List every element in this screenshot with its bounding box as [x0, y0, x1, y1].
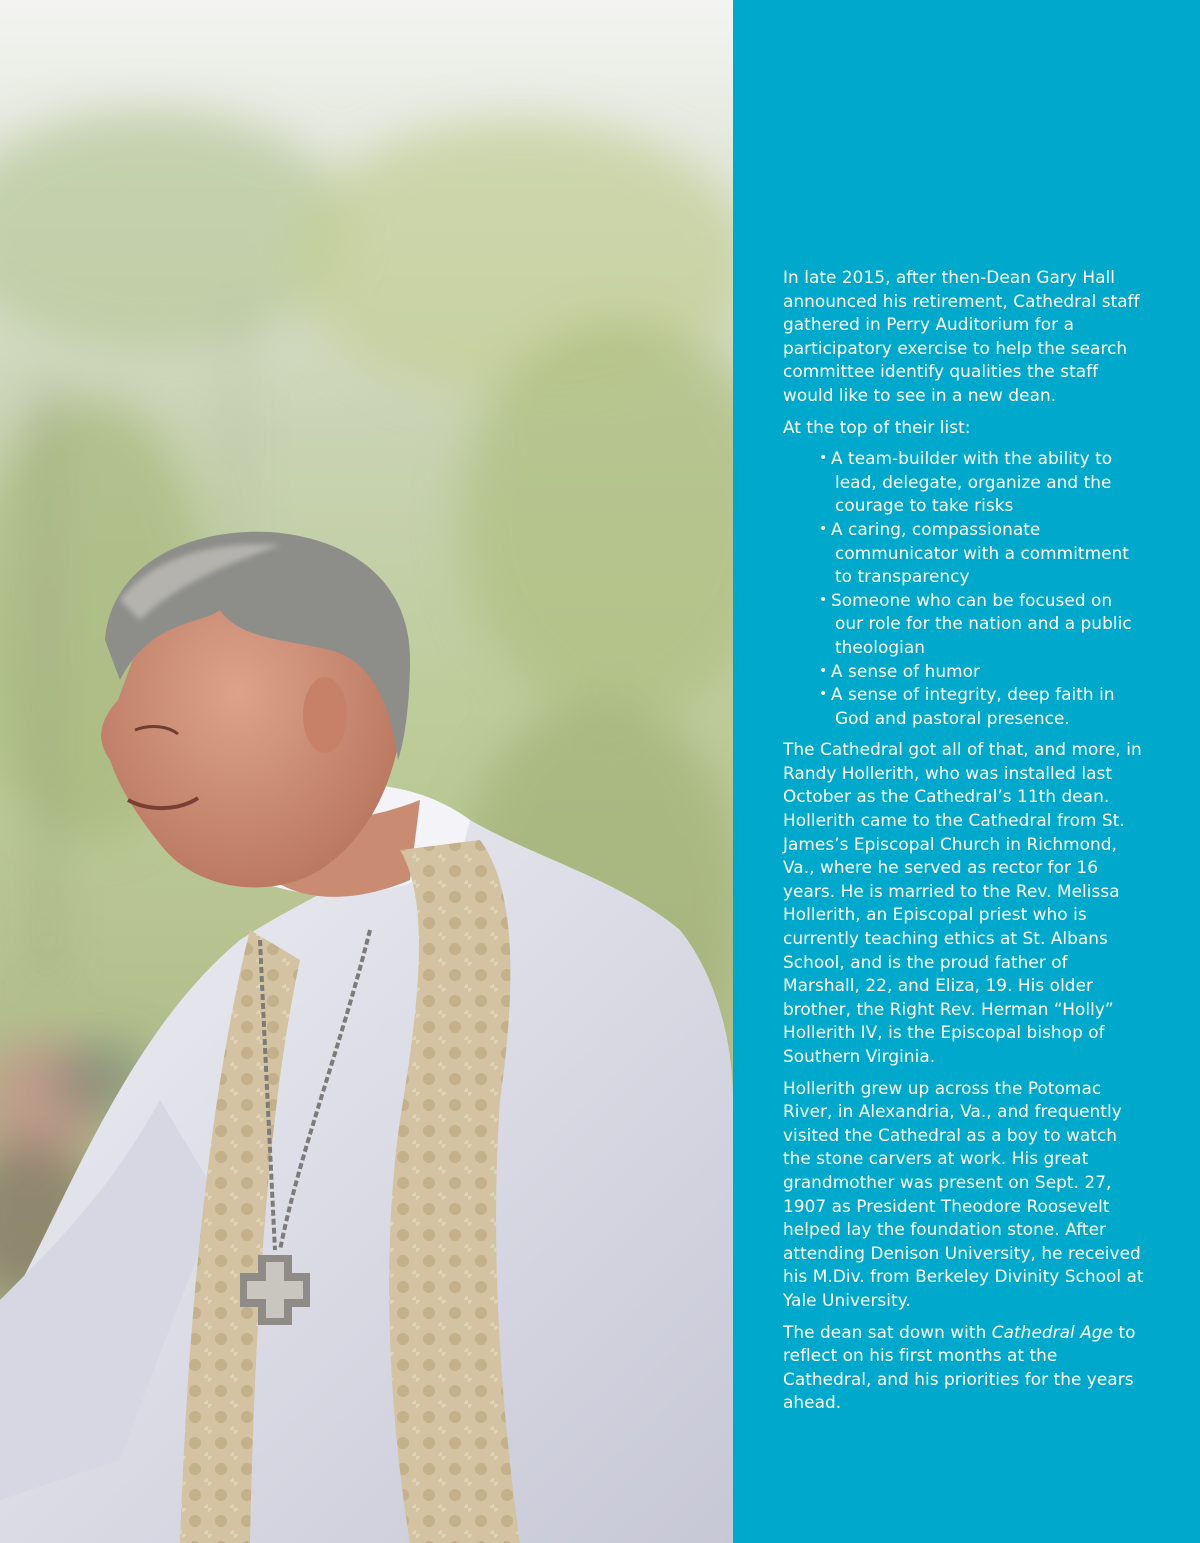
list-item-text: A sense of integrity, deep faith in God and pastoral presence.: [831, 684, 1115, 728]
bullet-icon: •: [819, 450, 828, 467]
installation-paragraph: The Cathedral got all of that, and more, in Randy Hollerith, who was installed last October as the Cathedral’s 11th dean. Hollerith came to the Cathedral from St. James’s Episcopal Church in Richmond, Va., where he served as rector for 16 years. He is married to the Rev. Melissa Hollerith, an Episcopal priest who is currently teaching ethics at St. Albans School, and is the proud father of Marshall, 22, and Eliza, 19. His older brother, the Right Rev. Herman “Holly” Hollerith IV, is the Episcopal bishop of Southern Virginia.: [783, 739, 1142, 1066]
article-body: [783, 266, 1145, 1423]
intro-paragraph: In late 2015, after then-Dean Gary Hall announced his retirement, Cathedral staff gathered in Perry Auditorium for a participatory exercise to help the search committee identify qualities the staff would like to see in a new dean.: [783, 267, 1140, 405]
list-intro: At the top of their list:: [783, 416, 971, 437]
closing-text-end: to reflect on his first months at the Cathedral, and his priorities for the years ahead.: [783, 1321, 1136, 1413]
publication-title: Cathedral Age: [991, 1321, 1114, 1342]
bullet-icon: •: [819, 686, 828, 703]
closing-text-start: The dean sat down with: [783, 1321, 992, 1342]
article-panel: [733, 0, 1200, 1543]
list-item: [820, 447, 1145, 518]
bullet-icon: •: [819, 520, 828, 537]
bullet-icon: •: [819, 591, 828, 608]
bullet-icon: •: [819, 662, 828, 679]
list-item: [820, 518, 1145, 589]
list-item-text: A team-builder with the ability to lead, delegate, organize and the courage to take risks: [831, 448, 1113, 516]
list-item-text: A caring, compassionate communicator with a commitment to transparency: [831, 518, 1129, 587]
list-item: [820, 660, 1145, 684]
qualities-list: [783, 447, 1145, 730]
list-item-text: Someone who can be focused on our role for the nation and a public theologian: [831, 589, 1132, 657]
closing-paragraph: [783, 1321, 1145, 1415]
list-item: [820, 589, 1145, 660]
list-item: [820, 683, 1145, 730]
background-paragraph: Hollerith grew up across the Potomac River, in Alexandria, Va., and frequently visited the Cathedral as a boy to watch the stone carvers at work. His great grandmother was present on Sept. 27, 1907 as President Theodore Roosevelt helped lay the foundation stone. After attending Denison University, he received his M.Div. from Berkeley Divinity School at Yale University.: [783, 1077, 1144, 1310]
list-item-text: A sense of humor: [831, 660, 980, 681]
